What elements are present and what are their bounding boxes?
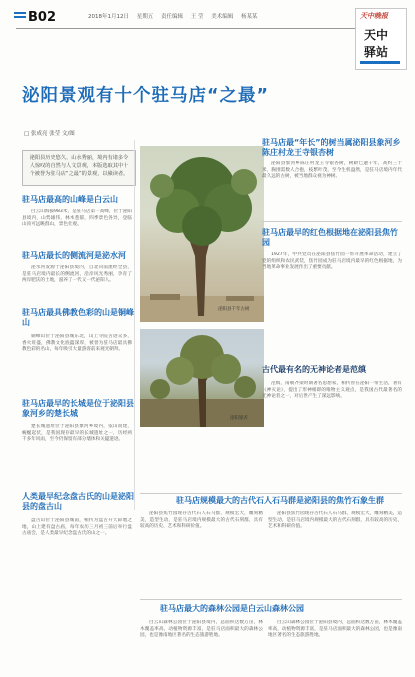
tree-illustration bbox=[140, 146, 264, 322]
article-body-continued: 泌阳县焦竹园现存古代石人石马群，规模宏大，雕刻精美，造型生动，是驻马店境内规模最大的古代石刻群，具有较高的历史、艺术和科研价值。 bbox=[268, 511, 402, 530]
page-number: B02 bbox=[28, 10, 56, 25]
intro-box bbox=[22, 150, 136, 186]
article-body: 泌阳县焦竹园现存古代石人石马群，规模宏大，雕刻精美，造型生动，是驻马店境内规模最大的古代石刻群，具有较高的历史、艺术和科研价值。 bbox=[140, 511, 263, 530]
article-title: 驻马店最具佛教色彩的山是铜峰山 bbox=[22, 308, 134, 327]
article-body: 白云山森林公园位于泌阳县境内，总面积达数万亩，林木覆盖率高，动植物资源丰富，是驻马店面积最大的森林公园，也是豫南地区著名的生态旅游胜地。 bbox=[140, 620, 263, 639]
masthead-rule bbox=[16, 28, 356, 29]
section-name-line2: 驿站 bbox=[364, 45, 389, 59]
article-body: 范缜，南朝齐梁时期著名思想家，相传曾在泌阳一带生活，著有《神灭论》，提出了形神相即的唯物主义观点，是我国古代最著名的无神论者之一，对后世产生了深远影响。 bbox=[262, 381, 402, 400]
photo-caption: 泌阳银杏 bbox=[230, 416, 248, 421]
photo-caption: 泌阳县千年古树 bbox=[218, 307, 250, 312]
article-title: 古代最有名的无神论者是范缜 bbox=[262, 365, 366, 374]
newspaper-logo: 天中晚报 bbox=[360, 12, 388, 20]
issue-weekday: 星期五 bbox=[136, 14, 154, 20]
article-body: 泌阳县象河乡陈庄村龙王寺银杏树，树龄已逾千年，高约三十米，胸围需数人合抱，枝繁叶茂，至今生机盎然，是驻马店境内年代最久远的古树，被当地群众视为神树。 bbox=[262, 161, 402, 180]
article-body: 楚长城遗址位于泌阳县象河乡境内，依山而建，蜿蜒起伏，是我国现存最早的长城遗址之一，历经两千多年风雨，至今仍保留有部分墙体和关隘遗迹。 bbox=[22, 424, 132, 443]
article-body-continued: 白云山森林公园位于泌阳县境内，总面积达数万亩，林木覆盖率高，动植物资源丰富，是驻马店面积最大的森林公园，也是豫南地区著名的生态旅游胜地。 bbox=[268, 620, 402, 639]
byline: □ 张成亮 张莹 文/图 bbox=[24, 131, 75, 137]
ginkgo-illustration bbox=[140, 329, 264, 427]
section-brand-box bbox=[355, 8, 407, 70]
issue-meta bbox=[88, 12, 264, 20]
issue-date: 2018年1月12日 bbox=[88, 14, 129, 20]
article-title: 驻马店最“年长”的树当属泌阳县象河乡陈庄村龙王寺银杏树 bbox=[262, 138, 401, 157]
brand-bar bbox=[360, 61, 400, 64]
intro-text: 泌阳县历史悠久、山水秀丽，境内有诸多令人惊叹的自然与人文景观，本版选取其中十个被誉为驻马店“之最”的景观，以飨读者。 bbox=[29, 155, 129, 177]
article-body: 白云山海拔983米，是驻马店第一高峰，位于泌阳县境内，山势雄伟，林木葱郁，四季景色各异，登临山顶可远眺群山，景色壮观。 bbox=[22, 209, 132, 228]
article-title: 驻马店最长的侧流河是泌水河 bbox=[22, 251, 126, 260]
article-body: 盘古山位于泌阳县城南，相传为盘古开天辟地之地，山上建有盘古庙，每年农历三月初三前后举行盘古庙会，是人类最早纪念盘古氏的山之一。 bbox=[22, 518, 132, 537]
section-divider bbox=[262, 221, 402, 222]
masthead bbox=[8, 8, 407, 68]
editor-name: 王 莹 bbox=[190, 14, 204, 20]
article-title: 人类最早纪念盘古氏的山是泌阳县的盘古山 bbox=[22, 492, 134, 511]
article-title: 驻马店规模最大的古代石人石马群是泌阳县的焦竹石象生群 bbox=[176, 496, 384, 505]
ancient-tree-photo bbox=[140, 146, 264, 322]
editor-label: 责任编辑 bbox=[161, 14, 184, 20]
article-title: 驻马店最早的红色根据地在泌阳县焦竹园 bbox=[262, 228, 398, 247]
designer-label: 美术编辑 bbox=[211, 14, 234, 20]
column-divider bbox=[134, 140, 135, 510]
article-body: 泌水河发源于泌阳县境内，自北向南流经全县，是驻马店境内最长的侧流河，沿岸风光秀丽，孕育了两岸肥沃的土地，滋养了一代又一代泌阳人。 bbox=[22, 265, 132, 284]
section-name-line1: 天中 bbox=[364, 28, 389, 42]
designer-name: 杨某某 bbox=[241, 14, 258, 20]
ginkgo-photo bbox=[140, 329, 264, 427]
article-title: 驻马店最早的长城是位于泌阳县象河乡的楚长城 bbox=[22, 399, 134, 418]
article-title: 驻马店最大的森林公园是白云山森林公园 bbox=[160, 604, 304, 613]
article-title: 驻马店最高的山峰是白云山 bbox=[22, 195, 118, 204]
section-divider bbox=[140, 493, 402, 494]
page-headline: 泌阳景观有十个驻马店“之最” bbox=[22, 86, 270, 106]
section-divider bbox=[140, 599, 402, 600]
article-body: 铜峰山位于泌阳县城东北，山上寺院古迹众多，香火旺盛，佛教文化底蕴深厚，被誉为驻马店最具佛教色彩的名山，每年吸引大量游客前来观光朝拜。 bbox=[22, 334, 132, 353]
masthead-bars-icon bbox=[14, 12, 26, 22]
article-body: 1927年，中共党员在泌阳县焦竹园一带开展革命活动，建立了党的组织和农民武装，焦竹园成为驻马店境内最早的红色根据地，为当地革命事业发展作出了重要贡献。 bbox=[262, 252, 402, 271]
